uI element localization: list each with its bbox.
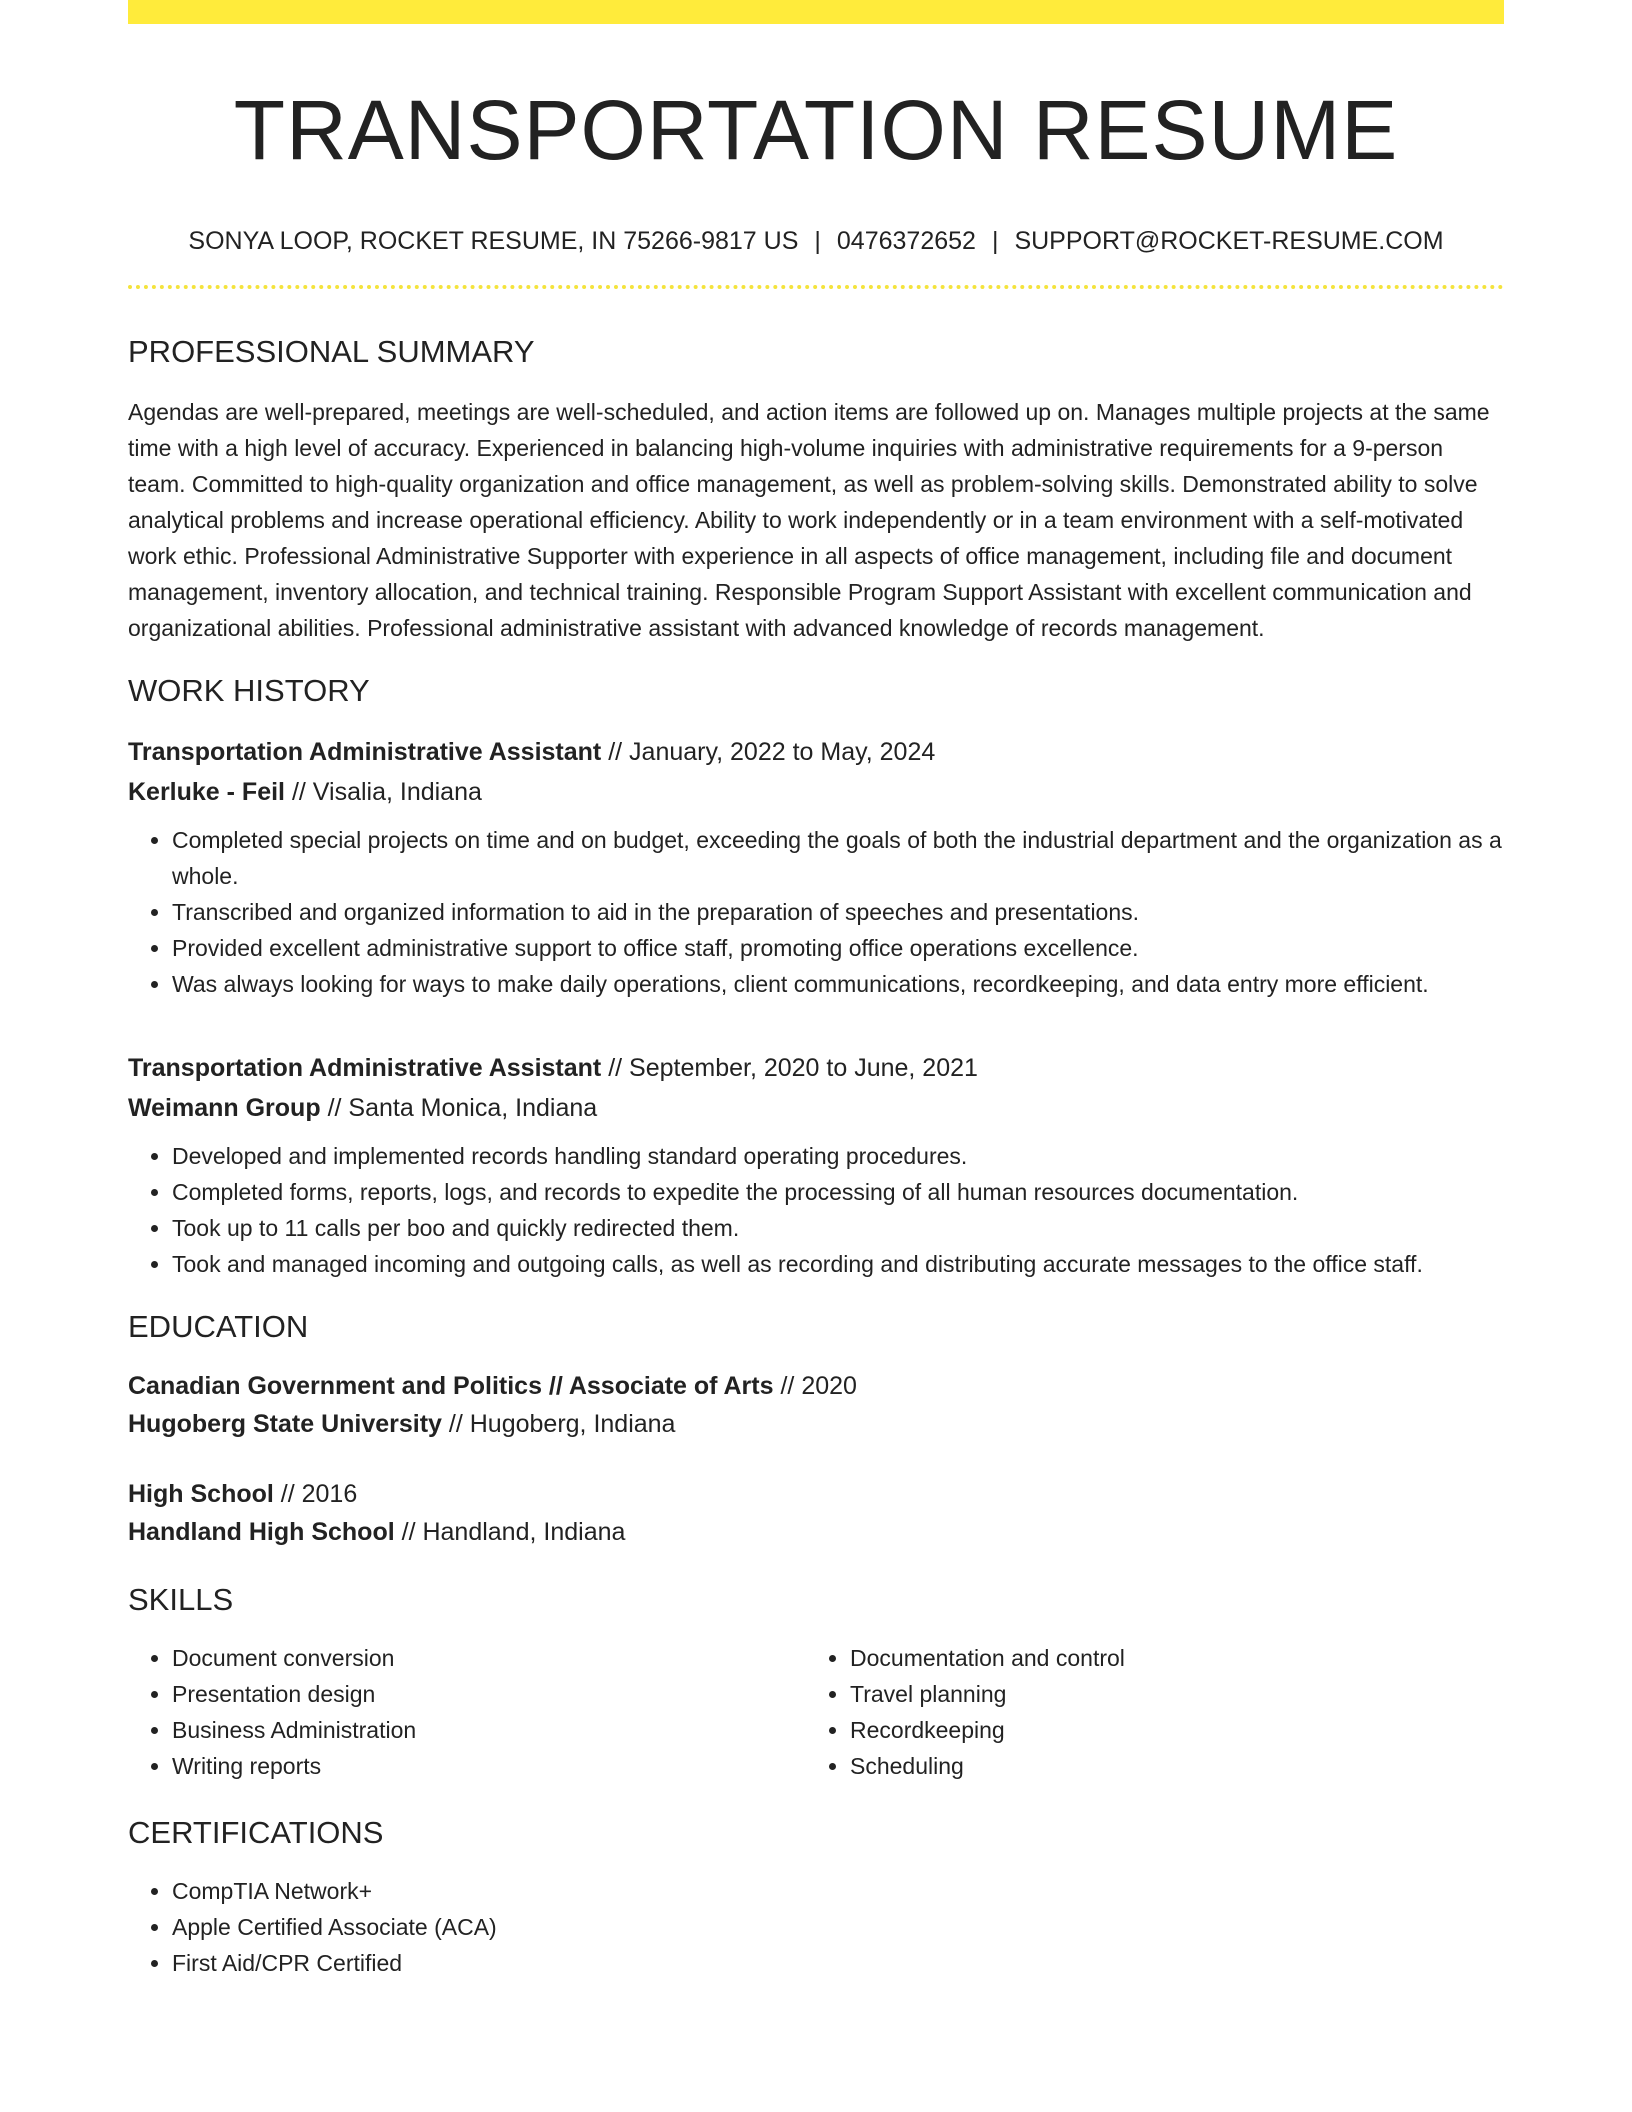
education-school: Handland High School bbox=[128, 1517, 395, 1546]
skills-column-left bbox=[128, 1640, 806, 1784]
certification-item: • CompTIA Network+ bbox=[172, 1873, 1504, 1909]
job-bullets bbox=[128, 822, 1504, 1002]
skill-item: • Writing reports bbox=[172, 1748, 806, 1784]
job-company: Weimann Group bbox=[128, 1093, 321, 1122]
job-bullet: • Took and managed incoming and outgoing calls, as well as recording and distributing accurate messages to the office staff. bbox=[172, 1246, 1504, 1282]
skill-item: • Business Administration bbox=[172, 1712, 806, 1748]
job-company: Kerluke - Feil bbox=[128, 777, 285, 806]
resume-page bbox=[128, 0, 1504, 1981]
education-location: // Handland, Indiana bbox=[401, 1517, 626, 1546]
resume-title: TRANSPORTATION RESUME bbox=[233, 83, 1399, 177]
education-year: // 2020 bbox=[780, 1371, 857, 1400]
education-degree: High School bbox=[128, 1479, 274, 1508]
skill-item: • Travel planning bbox=[850, 1676, 1484, 1712]
job-role-line bbox=[128, 1048, 1504, 1088]
job-location: // Visalia, Indiana bbox=[291, 777, 482, 806]
certifications-list bbox=[128, 1873, 1504, 1981]
education-degree-line bbox=[128, 1475, 1504, 1513]
education-degree-line bbox=[128, 1367, 1504, 1405]
job-bullet: • Transcribed and organized information to aid in the preparation of speeches and presentations. bbox=[172, 894, 1504, 930]
job-bullet: • Completed special projects on time and on budget, exceeding the goals of both the industrial department and the organization as a whole. bbox=[172, 822, 1504, 894]
contact-phone: 0476372652 bbox=[836, 226, 976, 255]
education-entry bbox=[128, 1367, 1504, 1443]
job-title: Transportation Administrative Assistant bbox=[128, 1053, 602, 1082]
education-school: Hugoberg State University bbox=[128, 1409, 442, 1438]
job-location: // Santa Monica, Indiana bbox=[327, 1093, 598, 1122]
education-entry bbox=[128, 1475, 1504, 1551]
job-dates: // January, 2022 to May, 2024 bbox=[608, 737, 936, 766]
skill-item: • Presentation design bbox=[172, 1676, 806, 1712]
summary-heading: PROFESSIONAL SUMMARY bbox=[128, 334, 535, 370]
summary-text: Agendas are well-prepared, meetings are well-scheduled, and action items are followed up on. Manages multiple projects at the same time with a high level of accuracy. Experienced in balancing high-volume inquiries with administrative requirements for a 9-person team. Committed to high-quality organization and office management, as well as problem-solving skills. Demonstrated ability to solve analytical problems and increase operational efficiency. Ability to work independently or in a team environment with a self-motivated work ethic. Professional Administrative Supporter with experience in all aspects of office management, including file and document management, inventory allocation, and technical training. Responsible Program Support Assistant with excellent communication and organizational abilities. Professional administrative assistant with advanced knowledge of records management. bbox=[128, 399, 1490, 642]
skills-list bbox=[128, 1640, 1504, 1784]
contact-separator: | bbox=[814, 226, 821, 255]
job-company-line bbox=[128, 772, 1504, 812]
certifications-heading: CERTIFICATIONS bbox=[128, 1815, 384, 1851]
job-bullet: • Was always looking for ways to make daily operations, client communications, recordkeeping, and data entry more efficient. bbox=[172, 966, 1504, 1002]
job-bullet: • Developed and implemented records handling standard operating procedures. bbox=[172, 1138, 1504, 1174]
certification-item: • First Aid/CPR Certified bbox=[172, 1945, 1504, 1981]
job-entry bbox=[128, 732, 1504, 1002]
certification-item: • Apple Certified Associate (ACA) bbox=[172, 1909, 1504, 1945]
dotted-divider bbox=[128, 285, 1504, 289]
skill-item: • Recordkeeping bbox=[850, 1712, 1484, 1748]
skills-column-right bbox=[806, 1640, 1484, 1784]
job-dates: // September, 2020 to June, 2021 bbox=[608, 1053, 978, 1082]
contact-address: SONYA LOOP, ROCKET RESUME, IN 75266-9817 US bbox=[188, 226, 799, 255]
skill-item: • Documentation and control bbox=[850, 1640, 1484, 1676]
job-bullet: • Completed forms, reports, logs, and records to expedite the processing of all human resources documentation. bbox=[172, 1174, 1504, 1210]
job-bullets bbox=[128, 1138, 1504, 1282]
job-bullet: • Took up to 11 calls per boo and quickly redirected them. bbox=[172, 1210, 1504, 1246]
contact-separator: | bbox=[991, 226, 999, 255]
contact-email: SUPPORT@ROCKET-RESUME.COM bbox=[1014, 226, 1444, 255]
job-entry bbox=[128, 1048, 1504, 1282]
job-company-line bbox=[128, 1088, 1504, 1128]
work-history-heading: WORK HISTORY bbox=[128, 673, 370, 709]
job-title: Transportation Administrative Assistant bbox=[128, 737, 602, 766]
accent-top-bar bbox=[128, 0, 1504, 24]
skill-item: • Scheduling bbox=[850, 1748, 1484, 1784]
education-degree: Canadian Government and Politics // Associate of Arts bbox=[128, 1371, 774, 1400]
skill-item: • Document conversion bbox=[172, 1640, 806, 1676]
skills-heading: SKILLS bbox=[128, 1581, 234, 1617]
job-role-line bbox=[128, 732, 1504, 772]
education-location: // Hugoberg, Indiana bbox=[448, 1409, 676, 1438]
education-school-line bbox=[128, 1513, 1504, 1551]
education-year: // 2016 bbox=[280, 1479, 358, 1508]
contact-line bbox=[128, 225, 1504, 258]
job-bullet: • Provided excellent administrative support to office staff, promoting office operations excellence. bbox=[172, 930, 1504, 966]
education-school-line bbox=[128, 1405, 1504, 1443]
education-heading: EDUCATION bbox=[128, 1308, 309, 1344]
